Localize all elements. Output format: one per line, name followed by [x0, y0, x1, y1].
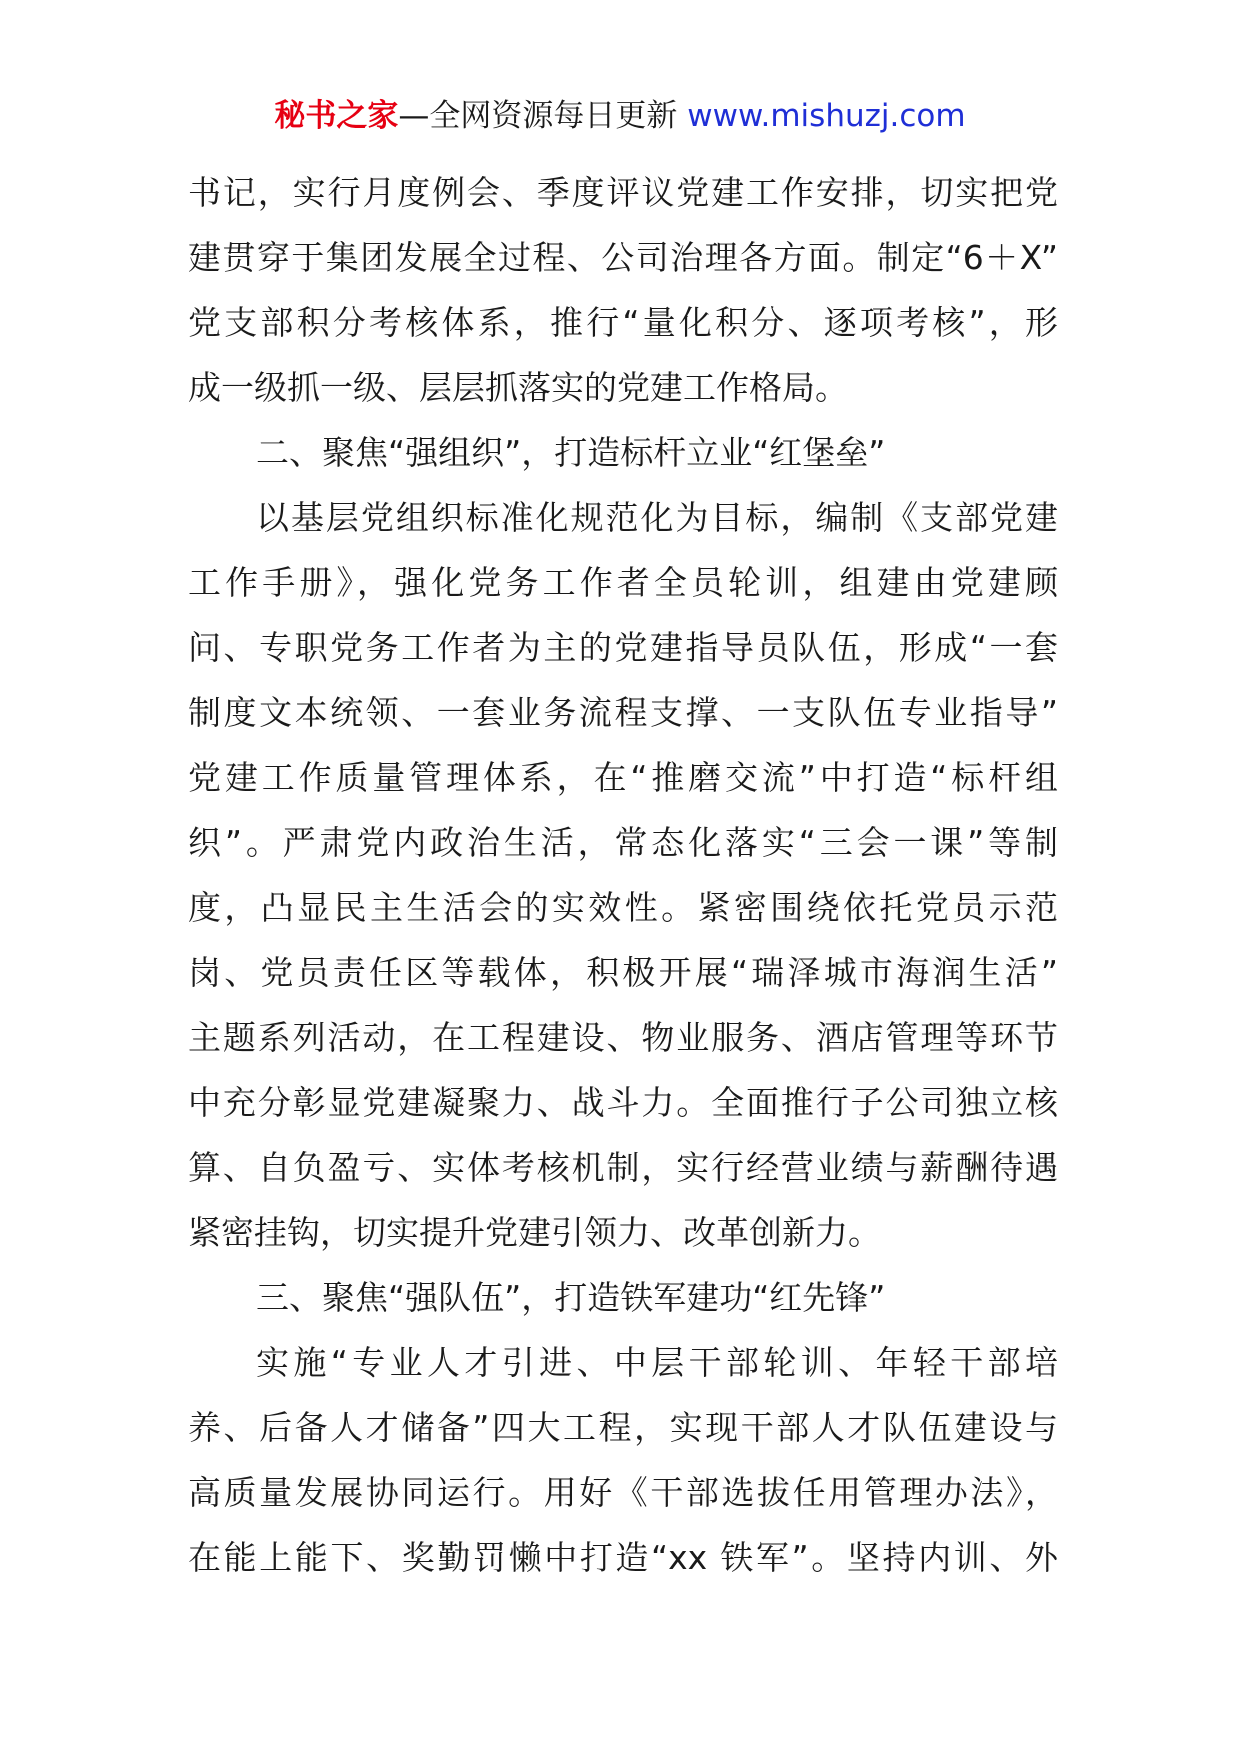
text-line: 中充分彰显党建凝聚力、战斗力。全面推行子公司独立核 — [188, 1083, 1058, 1122]
text-line: 度，凸显民主生活会的实效性。紧密围绕依托党员示范 — [188, 888, 1058, 927]
text-line: 以基层党组织标准化规范化为目标，编制《支部党建 — [256, 498, 1058, 537]
text-line: 制度文本统领、一套业务流程支撑、一支队伍专业指导” — [188, 693, 1058, 732]
section-heading: 二、聚焦“强组织”，打造标杆立业“红堡垒” — [256, 433, 886, 472]
text-line: 党支部积分考核体系，推行“量化积分、逐项考核”，形 — [188, 303, 1058, 342]
text-line: 党建工作质量管理体系，在“推磨交流”中打造“标杆组 — [188, 758, 1058, 797]
text-line: 问、专职党务工作者为主的党建指导员队伍，形成“一套 — [188, 628, 1058, 667]
text-line: 建贯穿于集团发展全过程、公司治理各方面。制定“6＋X” — [188, 238, 1058, 277]
page-header — [0, 94, 1240, 138]
text-line: 书记，实行月度例会、季度评议党建工作安排，切实把党 — [188, 173, 1058, 212]
text-line: 算、自负盈亏、实体考核机制，实行经营业绩与薪酬待遇 — [188, 1148, 1058, 1187]
text-line: 主题系列活动，在工程建设、物业服务、酒店管理等环节 — [188, 1018, 1058, 1057]
text-line: 织”。严肃党内政治生活，常态化落实“三会一课”等制 — [188, 823, 1058, 862]
text-line: 高质量发展协同运行。用好《干部选拔任用管理办法》， — [188, 1473, 1058, 1512]
text-line: 实施“专业人才引进、中层干部轮训、年轻干部培 — [256, 1343, 1058, 1382]
site-url-link[interactable]: www.mishuzj.com — [687, 98, 966, 134]
text-line: 成一级抓一级、层层抓落实的党建工作格局。 — [188, 368, 848, 407]
section-heading: 三、聚焦“强队伍”，打造铁军建功“红先锋” — [256, 1278, 886, 1317]
site-brand: 秘书之家 — [274, 98, 399, 134]
text-line: 紧密挂钩，切实提升党建引领力、改革创新力。 — [188, 1213, 881, 1252]
text-line: 岗、党员责任区等载体，积极开展“瑞泽城市海润生活” — [188, 953, 1058, 992]
document-body — [188, 160, 1058, 1590]
text-line: 养、后备人才储备”四大工程，实现干部人才队伍建设与 — [188, 1408, 1058, 1447]
site-tagline: —全网资源每日更新 — [398, 98, 678, 134]
text-line: 在能上能下、奖勤罚懒中打造“xx 铁军”。坚持内训、外 — [188, 1538, 1058, 1577]
text-line: 工作手册》，强化党务工作者全员轮训，组建由党建顾 — [188, 563, 1058, 602]
